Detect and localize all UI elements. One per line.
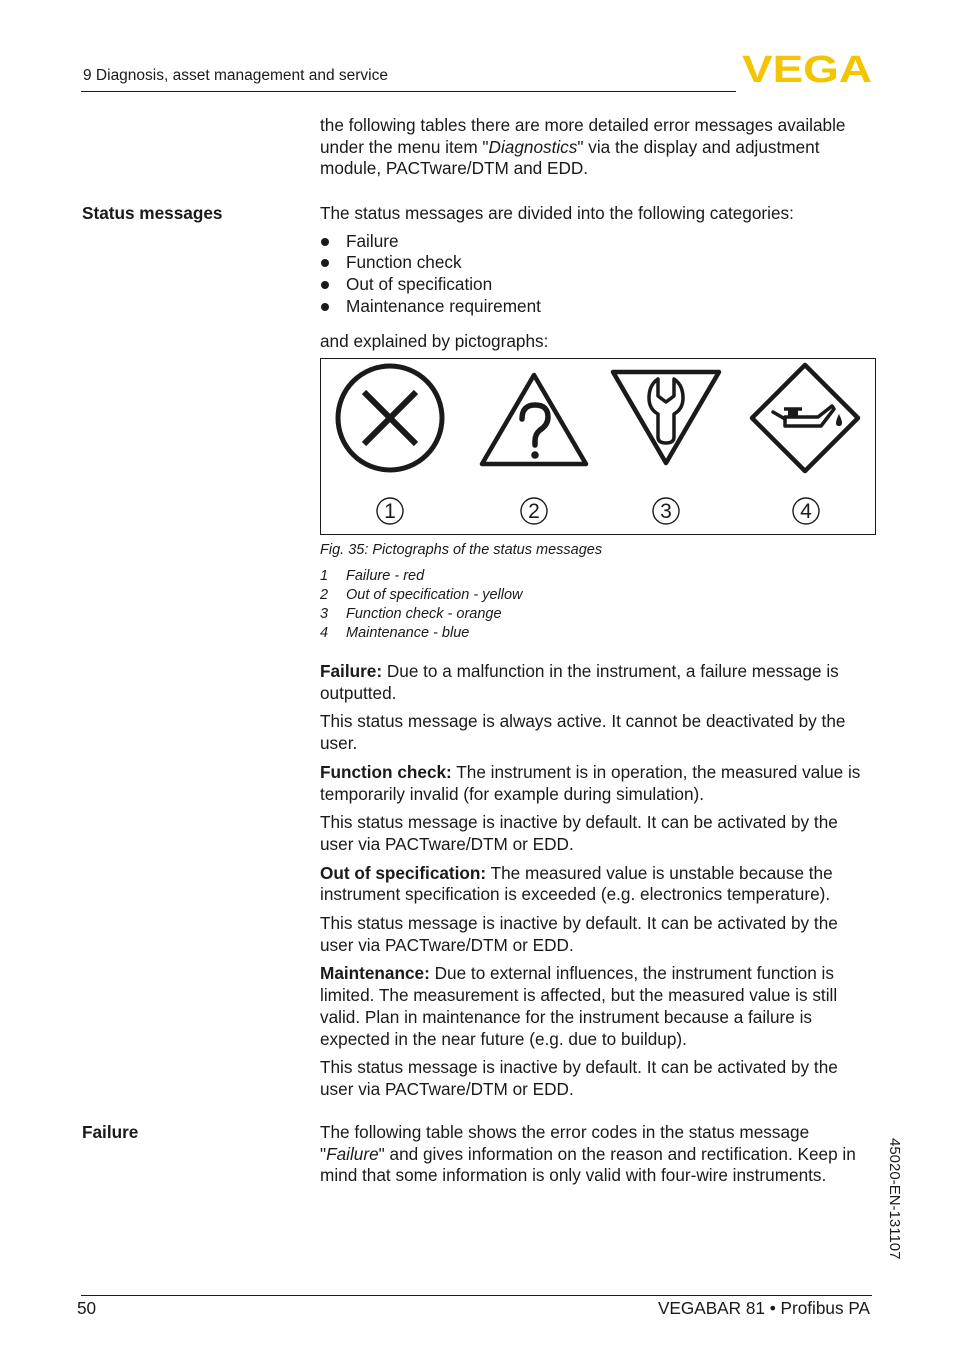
figure-number: 1	[384, 500, 396, 523]
figure-number: 3	[660, 500, 672, 523]
status-messages-section	[320, 203, 876, 352]
description-paragraph: This status message is always active. It cannot be deactivated by the user.	[320, 711, 846, 754]
description-paragraph: This status message is inactive by default. It can be activated by the user via PACTware/DTM or EDD.	[320, 812, 838, 854]
list-item: Out of specification	[320, 274, 876, 296]
failure-label: Failure	[82, 1122, 139, 1142]
status-intro-text: The status messages are divided into the following categories:	[320, 203, 794, 223]
oil-can-diamond-icon	[752, 365, 858, 471]
question-triangle-icon	[482, 375, 586, 464]
wrench-triangle-icon	[613, 372, 719, 463]
description-paragraph: Maintenance: Due to external influences, the instrument function is limited. The measurement is affected, but the measured value is still valid. Plan in maintenance for the instrument because a failure is expected in the near future (e.g. due to buildup).	[320, 963, 838, 1049]
figure-caption: Fig. 35: Pictographs of the status messages	[320, 542, 603, 558]
pictograph-figure	[320, 358, 876, 535]
document-code-text: 45020-EN-131107	[886, 1138, 903, 1260]
legend-item: 1 Failure - red	[320, 568, 425, 584]
product-name: VEGABAR 81 • Profibus PA	[657, 1298, 870, 1318]
failure-icon	[338, 366, 442, 470]
logo-text: VEGA	[742, 52, 872, 84]
legend-item: 4 Maintenance - blue	[320, 625, 470, 641]
figure-number: 4	[800, 500, 812, 523]
description-paragraph: Function check: The instrument is in operation, the measured value is temporarily invalid (for example during simulation).	[320, 761, 861, 804]
legend-item: 2 Out of specification - yellow	[320, 587, 523, 603]
running-header: 9 Diagnosis, asset management and service	[83, 67, 388, 84]
description-paragraph: This status message is inactive by default. It can be activated by the user via PACTware/DTM or EDD.	[320, 913, 838, 955]
list-item: Failure	[320, 231, 876, 253]
description-paragraph: This status message is inactive by default. It can be activated by the user via PACTware/DTM or EDD.	[320, 1057, 838, 1099]
figure-number: 2	[528, 500, 540, 523]
list-item: Maintenance requirement	[320, 296, 876, 318]
footer-rule	[81, 1295, 872, 1296]
description-paragraph: Failure: Due to a malfunction in the instrument, a failure message is outputted.	[320, 661, 839, 703]
vega-logo	[741, 52, 873, 84]
failure-intro: The following table shows the error codes in the status message "Failure" and gives information on the reason and rectification. Keep in mind that some information is only valid with four-wire instruments.	[320, 1122, 856, 1186]
header-rule	[81, 91, 736, 92]
description-paragraph: Out of specification: The measured value is unstable because the instrument specification is exceeded (e.g. electronics temperature).	[320, 862, 833, 905]
page-number: 50	[77, 1298, 97, 1318]
status-messages-label: Status messages	[82, 203, 223, 223]
intro-paragraph: the following tables there are more detailed error messages available under the menu item "Diagnostics" via the display and adjustment module, PACTware/DTM and EDD.	[320, 115, 846, 179]
figure-legend	[320, 567, 523, 643]
status-descriptions	[320, 661, 876, 1108]
category-list	[320, 231, 876, 318]
pictographs	[321, 359, 875, 534]
list-item: Function check	[320, 252, 876, 274]
pictographs-intro: and explained by pictographs:	[320, 330, 549, 351]
legend-item: 3 Function check - orange	[320, 606, 502, 622]
menu-item-diagnostics: Diagnostics	[488, 136, 578, 157]
document-code	[886, 1138, 906, 1292]
